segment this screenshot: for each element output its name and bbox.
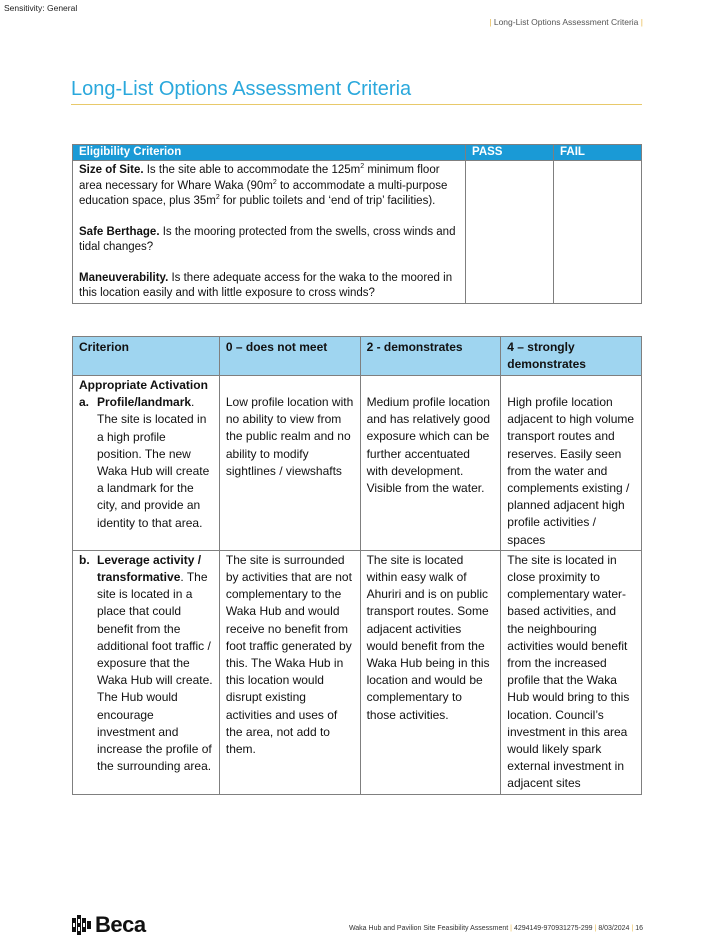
footer-page-number: 16	[635, 925, 643, 932]
header-strongly-demonstrates: 4 – strongly demonstrates	[501, 337, 642, 376]
header-eligibility-criterion: Eligibility Criterion	[73, 145, 466, 161]
maneuver-bold: Maneuverability.	[79, 271, 169, 284]
criteria-table	[72, 336, 642, 795]
maneuver-text: Is there adequate access for the waka to the moored in this location easily and with little exposure to cross winds?	[79, 271, 453, 299]
footer-ref: 4294149-970931275-299	[513, 925, 593, 932]
header-bar-left: |	[489, 17, 492, 27]
pass-cell	[466, 161, 554, 304]
size-text-2: minimum floor area necessary for Whare Waka (90m	[79, 164, 440, 192]
criterion-item-b	[79, 552, 213, 776]
item-text-a	[97, 394, 213, 532]
eligibility-criteria-cell	[73, 161, 466, 304]
criteria-row-b	[73, 550, 642, 794]
berthage-text: Is the mooring protected from the swells, cross winds and tidal changes?	[79, 225, 456, 253]
score-4-cell-b: The site is located in close proximity to complementary water-based activities, and the neighbouring activities would benefit from the increased profile that the Waka Hub would bring to this location. Council’s investment in this area would likely spark external investment in adjacent sites	[501, 550, 642, 794]
size-bold: Size of Site.	[79, 164, 144, 176]
item-bold-b: Leverage activity / transformative	[97, 552, 202, 585]
berthage-bold: Safe Berthage.	[79, 225, 160, 238]
footer-doc-title: Waka Hub and Pavilion Site Feasibility Assessment	[348, 925, 509, 932]
item-label-a: a.	[79, 395, 90, 410]
page-title: Long-List Options Assessment Criteria	[71, 78, 412, 100]
size-text-4: for public toilets and ‘end of trip’ facilities).	[219, 195, 436, 207]
eligibility-row	[73, 161, 642, 304]
footer-text	[349, 925, 643, 932]
item-bold-a: Profile/landmark	[97, 395, 192, 410]
criterion-maneuverability	[79, 271, 459, 302]
header-fail: FAIL	[554, 145, 642, 161]
score-0-cell-a: Low profile location with no ability to view from the public realm and no ability to modify sightlines / viewshafts	[219, 376, 360, 551]
header-does-not-meet: 0 – does not meet	[219, 337, 360, 376]
footer-date: 8/03/2024	[598, 925, 630, 932]
eligibility-header-row	[73, 145, 642, 161]
beca-logo-mark-icon	[72, 915, 92, 935]
size-sup-2: 2	[272, 178, 277, 186]
beca-logo	[72, 914, 146, 936]
footer-sep-2: |	[594, 925, 597, 932]
footer-sep-3: |	[631, 925, 634, 932]
item-body-b: . The site is located in a place that could benefit from the additional foot traffic / exposure that the Waka Hub will create. The Hub would encourage investment and increase the profile of the surrounding area.	[97, 570, 213, 774]
sensitivity-label: Sensitivity: General	[4, 3, 78, 13]
fail-cell	[554, 161, 642, 304]
criterion-item-a	[79, 394, 213, 532]
item-label-b: b.	[79, 552, 90, 567]
criteria-row-a	[73, 376, 642, 551]
criterion-safe-berthage	[79, 225, 459, 256]
item-text-b	[97, 552, 213, 776]
footer-sep-1: |	[510, 925, 512, 932]
score-4-cell-a: High profile location adjacent to high volume transport routes and reserves. Easily seen from the water and complements existing / planned adjacent high profile activities / spaces	[501, 376, 642, 551]
criteria-header-row	[73, 337, 642, 376]
score-0-cell-b: The site is surrounded by activities that are not complementary to the Waka Hub and would receive no benefit from foot traffic generated by this. The Waka Hub in this location would disrupt existing activities and uses of the area, not add to them.	[219, 550, 360, 794]
size-sup-3: 2	[215, 194, 220, 202]
eligibility-table	[72, 144, 642, 304]
size-text-1: Is the site able to accommodate the 125m	[143, 164, 361, 176]
beca-logo-text: Beca	[95, 912, 146, 937]
header-criterion: Criterion	[73, 337, 220, 376]
criterion-cell-b	[73, 550, 220, 794]
size-sup-1: 2	[360, 163, 365, 171]
item-body-a: . The site is located in a high profile position. The new Waka Hub will create a landmark for the city, and provide an identity to that area.	[97, 395, 210, 530]
header-bar-right: |	[640, 17, 643, 27]
score-2-cell-a: Medium profile location and has relatively good exposure which can be further accentuated with development. Visible from the water.	[360, 376, 501, 551]
group-title: Appropriate Activation	[79, 378, 208, 392]
criterion-size-of-site	[79, 163, 459, 210]
score-2-cell-b: The site is located within easy walk of Ahuriri and is on public transport routes. Some adjacent activities would benefit from the Waka Hub being in this location and would be complementary to those activities.	[360, 550, 501, 794]
size-text-3: to accommodate a multi-purpose education space, plus 35m	[79, 179, 448, 207]
running-header	[489, 17, 643, 27]
title-rule	[71, 104, 642, 105]
running-header-text: Long-List Options Assessment Criteria	[493, 17, 639, 27]
header-demonstrates: 2 - demonstrates	[360, 337, 501, 376]
header-pass: PASS	[466, 145, 554, 161]
criterion-cell-a	[73, 376, 220, 551]
